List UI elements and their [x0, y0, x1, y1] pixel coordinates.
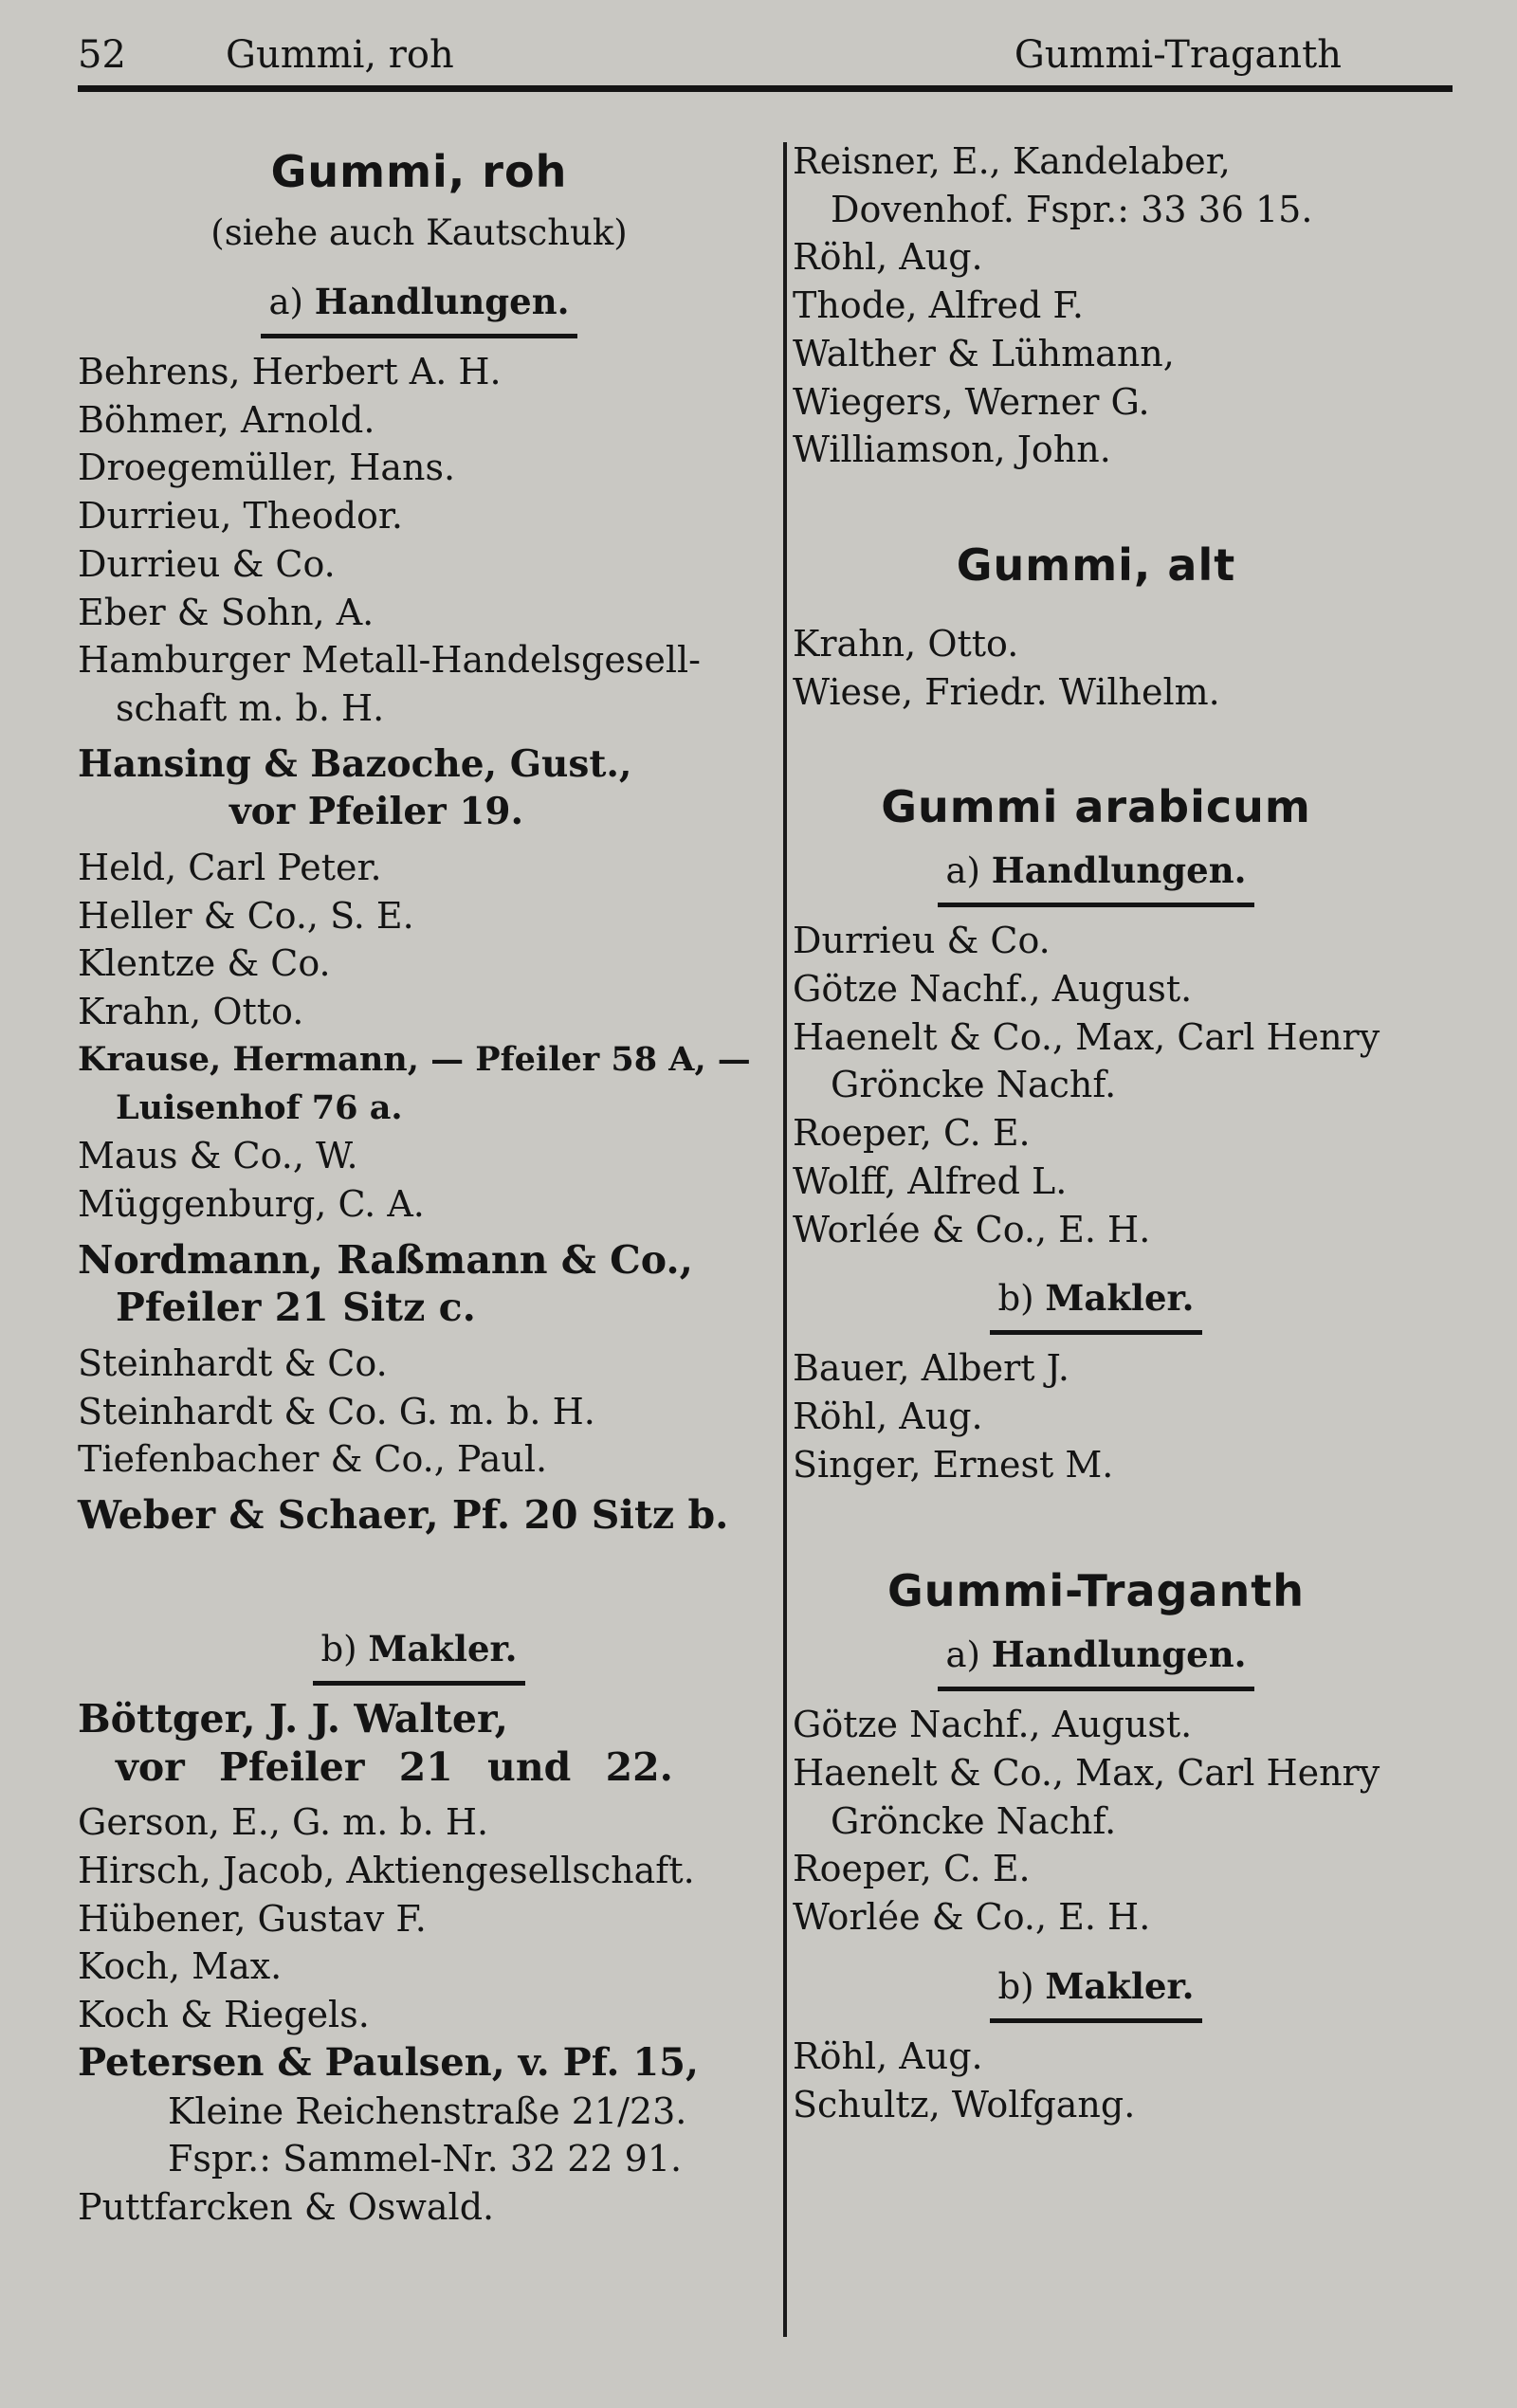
list-item: Götze Nachf., August. [793, 1704, 1193, 1746]
list-item: Durrieu, Theodor. [78, 495, 404, 538]
list-item: Koch, Max. [78, 1945, 283, 1988]
section-heading-makler [793, 1276, 1399, 1335]
list-item-nordmann: Nordmann, Raßmann & Co., Pfeiler 21 Sitz c. [78, 1236, 693, 1331]
list-item: Puttfarcken & Oswald. [78, 2185, 495, 2228]
right-column [793, 137, 1399, 2128]
list-item-krause: Krause, Hermann, — Pfeiler 58 A, — Luisenhof 76 a. [78, 1039, 751, 1127]
list-item: Wolff, Alfred L. [793, 1159, 1068, 1202]
list-item-hansing: Hansing & Bazoche, Gust., vor Pfeiler 19. [78, 741, 632, 834]
section-prefix: a) [945, 850, 980, 892]
list-item: Götze Nachf., August. [793, 968, 1193, 1011]
list-item-haenelt: Haenelt & Co., Max, Carl Henry Gröncke Nachf. [793, 1015, 1380, 1106]
category-heading-gummi-roh: Gummi, roh [270, 146, 568, 197]
list-item: Durrieu & Co. [78, 542, 336, 585]
section-label: Handlungen. [991, 1633, 1247, 1676]
section-label: Handlungen. [991, 849, 1247, 892]
list-item: Steinhardt & Co. [78, 1342, 388, 1385]
section-label: Makler. [1045, 1277, 1195, 1320]
category-heading-gummi-traganth: Gummi-Traganth [887, 1565, 1305, 1617]
list-item: Röhl, Aug. [793, 1395, 983, 1437]
left-column [78, 137, 760, 2232]
section-prefix: b) [997, 1965, 1034, 2007]
list-item: Böhmer, Arnold. [78, 398, 375, 441]
list-item: Williamson, John. [793, 429, 1111, 471]
list-item: Steinhardt & Co. G. m. b. H. [78, 1390, 595, 1432]
section-label: Makler. [1045, 1964, 1195, 2007]
section-label: Makler. [368, 1627, 518, 1669]
list-item: Schultz, Wolfgang. [793, 2083, 1136, 2125]
section-prefix: b) [320, 1628, 357, 1669]
section-heading-makler [78, 1627, 760, 1686]
list-item: Walther & Lühmann, [793, 332, 1175, 374]
list-item-reisner: Reisner, E., Kandelaber, Dovenhof. Fspr.: 33 36 15. [793, 140, 1313, 230]
list-item: Behrens, Herbert A. H. [78, 351, 502, 392]
category-note: (siehe auch Kautschuk) [210, 212, 628, 253]
list-item: Held, Carl Peter. [78, 847, 382, 889]
list-item-petersen: Petersen & Paulsen, v. Pf. 15, Kleine Reichenstraße 21/23. Fspr.: Sammel-Nr. 32 22 91. [78, 2039, 699, 2180]
list-item: Krahn, Otto. [793, 622, 1019, 665]
category-heading-gummi-alt: Gummi, alt [956, 538, 1236, 591]
section-prefix: a) [268, 282, 303, 322]
list-item: Eber & Sohn, A. [78, 591, 375, 633]
list-item: Röhl, Aug. [793, 2034, 983, 2077]
list-item: Hirsch, Jacob, Aktiengesellschaft. [78, 1849, 695, 1891]
list-item: Thode, Alfred F. [793, 284, 1084, 327]
section-heading-handlungen [793, 1633, 1399, 1691]
list-item-weber: Weber & Schaer, Pf. 20 Sitz b. [78, 1492, 729, 1539]
list-item: Singer, Ernest M. [793, 1443, 1114, 1486]
list-item: Bauer, Albert J. [793, 1347, 1069, 1390]
running-head-right: Gummi-Traganth [1014, 33, 1342, 77]
column-divider [783, 142, 787, 2337]
header-rule [78, 85, 1453, 92]
list-item-haenelt: Haenelt & Co., Max, Carl Henry Gröncke Nachf. [793, 1752, 1380, 1842]
list-item: Roeper, C. E. [793, 1112, 1031, 1155]
list-item: Koch & Riegels. [78, 1994, 370, 2036]
list-item: Müggenburg, C. A. [78, 1182, 425, 1225]
section-prefix: a) [945, 1634, 980, 1676]
list-item: Hübener, Gustav F. [78, 1897, 427, 1940]
section-prefix: b) [997, 1278, 1034, 1320]
section-label: Handlungen. [314, 281, 570, 322]
list-item: Wiese, Friedr. Wilhelm. [793, 670, 1220, 713]
list-item: Klentze & Co. [78, 942, 331, 985]
list-item: Worlée & Co., E. H. [793, 1208, 1151, 1250]
list-item: Röhl, Aug. [793, 236, 983, 279]
list-item: Krahn, Otto. [78, 991, 304, 1033]
list-item: Heller & Co., S. E. [78, 894, 414, 937]
list-item: Durrieu & Co. [793, 920, 1051, 962]
category-heading-gummi-arabicum: Gummi arabicum [881, 781, 1311, 833]
page-number: 52 [78, 33, 126, 77]
section-heading-handlungen [78, 280, 760, 338]
list-item-boettger: Böttger, J. J. Walter, vor Pfeiler 21 und 22. [78, 1695, 673, 1790]
list-item: Maus & Co., W. [78, 1135, 358, 1177]
list-item: Tiefenbacher & Co., Paul. [78, 1438, 548, 1481]
list-item: Worlée & Co., E. H. [793, 1896, 1151, 1939]
list-item: Roeper, C. E. [793, 1848, 1031, 1890]
running-head-left: Gummi, roh [226, 33, 454, 77]
section-heading-handlungen [793, 848, 1399, 907]
list-item: Wiegers, Werner G. [793, 380, 1150, 423]
list-item: Droegemüller, Hans. [78, 447, 456, 489]
list-item: Gerson, E., G. m. b. H. [78, 1801, 489, 1844]
list-item-hamburger: Hamburger Metall-Handelsgesell- schaft m. b. H. [78, 639, 702, 729]
section-heading-makler [793, 1964, 1399, 2023]
